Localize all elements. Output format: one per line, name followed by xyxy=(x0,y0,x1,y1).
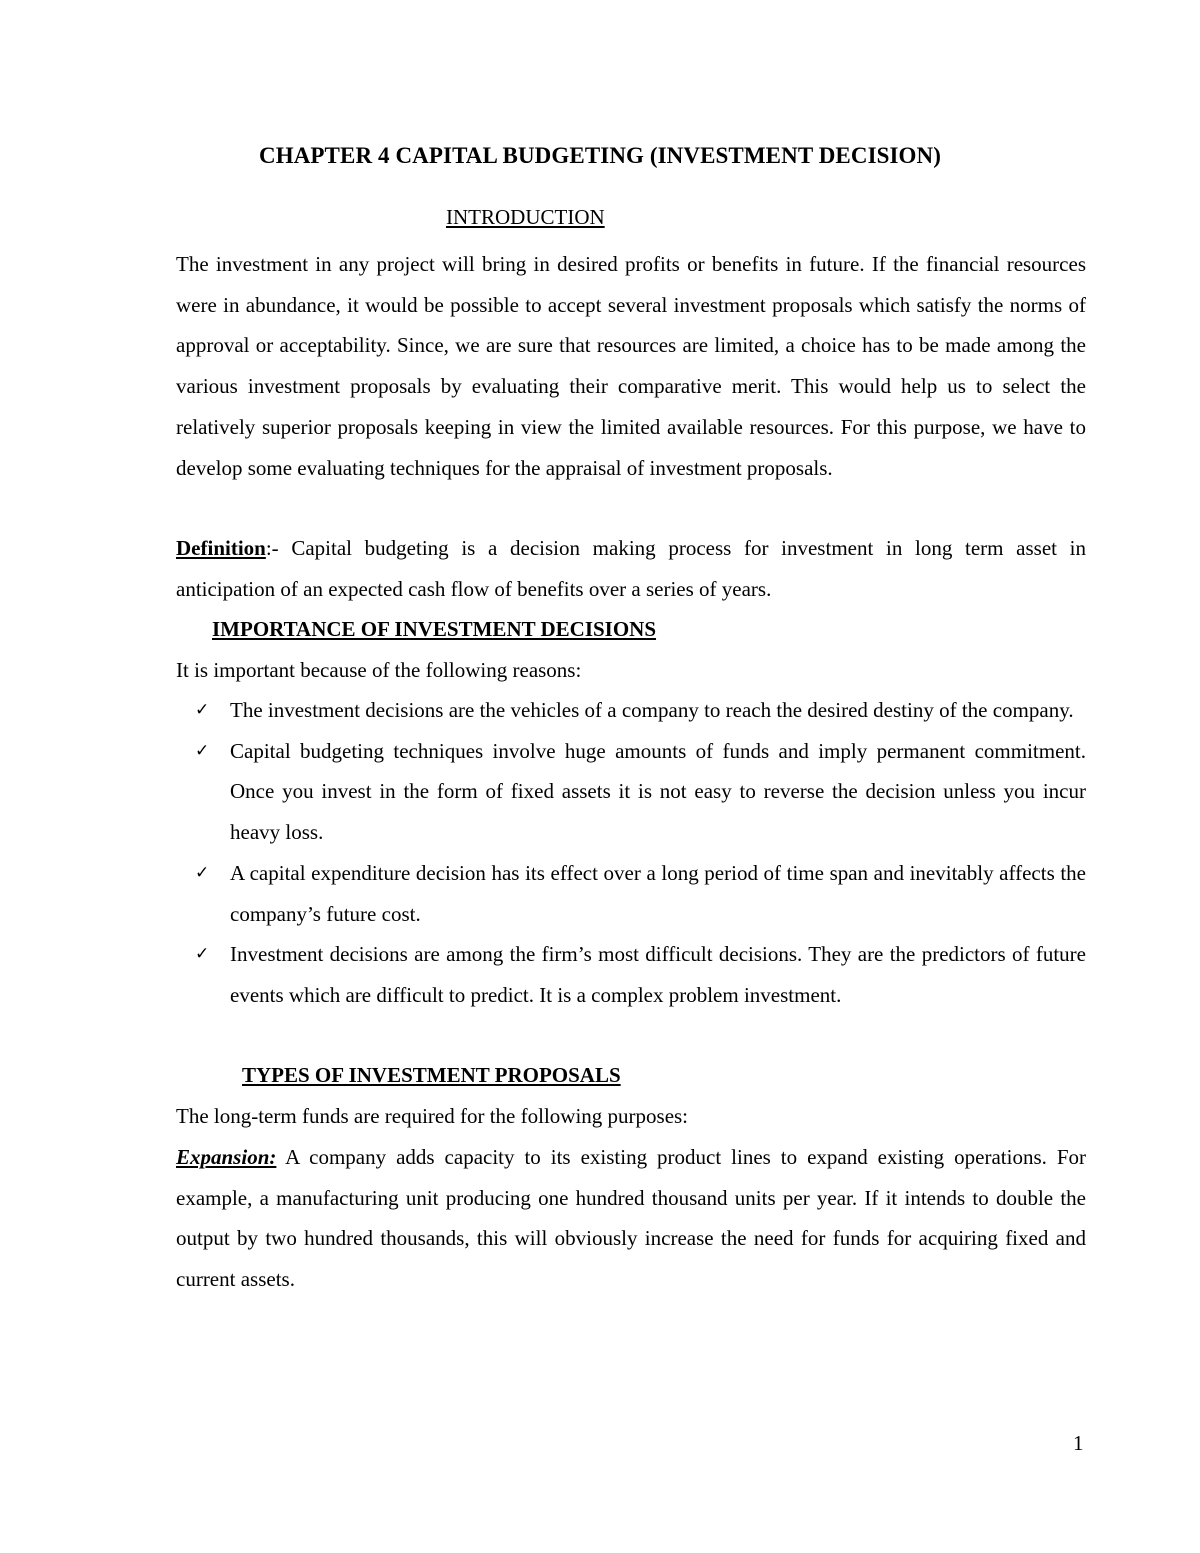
expansion-paragraph xyxy=(176,1137,1086,1300)
importance-heading: IMPORTANCE OF INVESTMENT DECISIONS xyxy=(212,617,657,641)
list-item xyxy=(176,731,1086,853)
list-item xyxy=(176,690,1086,731)
list-item-text: A capital expenditure decision has its effect over a long period of time span and inevitably affects the company’s future cost. xyxy=(230,860,1086,926)
checkmark-icon: ✓ xyxy=(195,862,210,883)
importance-list xyxy=(176,690,1086,1016)
expansion-text: A company adds capacity to its existing product lines to expand existing operations. For example, a manufacturing unit producing one hundred thousand units per year. If it intends to double the output by two hundred thousands, this will obviously increase the need for funds for acquiring fixed and current assets. xyxy=(176,1145,1086,1292)
checkmark-icon: ✓ xyxy=(195,700,210,720)
introduction-paragraph: The investment in any project will bring in desired profits or benefits in future. If the financial resources were in abundance, it would be possible to accept several investment proposals which satisfy the norms of approval or acceptability. Since, we are sure that resources are limited, a choice has to be made among the various investment proposals by evaluating their comparative merit. This would help us to select the relatively superior proposals keeping in view the limited available resources. For this purpose, we have to develop some evaluating techniques for the appraisal of investment proposals. xyxy=(176,252,1086,480)
checkmark-icon: ✓ xyxy=(195,740,210,761)
chapter-title: CHAPTER 4 CAPITAL BUDGETING (INVESTMENT DECISION) xyxy=(259,143,942,168)
list-item-text: The investment decisions are the vehicles of a company to reach the desired destiny of the company. xyxy=(230,698,1074,722)
introduction-heading: INTRODUCTION xyxy=(446,205,605,229)
importance-intro: It is important because of the following reasons: xyxy=(176,658,582,682)
list-item xyxy=(176,934,1086,1015)
types-intro: The long-term funds are required for the following purposes: xyxy=(176,1104,689,1128)
checkmark-icon: ✓ xyxy=(195,944,210,965)
types-heading: TYPES OF INVESTMENT PROPOSALS xyxy=(242,1063,621,1087)
expansion-label: Expansion: xyxy=(176,1145,277,1169)
definition-paragraph xyxy=(176,528,1086,609)
list-item xyxy=(176,853,1086,934)
list-item-text: Capital budgeting techniques involve huge amounts of funds and imply permanent commitment. Once you invest in the form of fixed assets it is not easy to reverse the decision unless you incur heavy loss. xyxy=(230,738,1086,845)
page-number: 1 xyxy=(1073,1431,1084,1455)
list-item-text: Investment decisions are among the firm’s most difficult decisions. They are the predictors of future events which are difficult to predict. It is a complex problem investment. xyxy=(230,942,1086,1007)
definition-text: :- Capital budgeting is a decision making process for investment in long term asset in anticipation of an expected cash flow of benefits over a series of years. xyxy=(176,536,1086,601)
definition-label: Definition xyxy=(176,536,266,560)
